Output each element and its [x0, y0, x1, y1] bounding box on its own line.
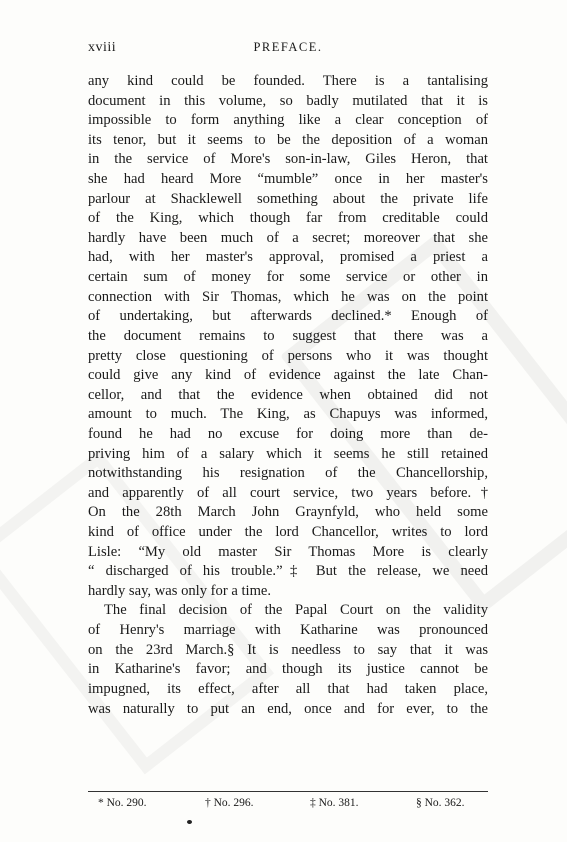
text-line: hardly have been much of a secret; moreover that she — [88, 229, 488, 246]
text-line: certain sum of money for some service or other in — [88, 269, 488, 286]
text-line: kind of office under the lord Chancellor, writes to lord — [88, 524, 488, 541]
paragraph-start-line: The final decision of the Papal Court on the validity — [104, 602, 488, 619]
text-line: cellor, and that the evidence when obtained did not — [88, 386, 488, 403]
footnotes — [88, 797, 488, 813]
footnote: † No. 296. — [205, 797, 254, 809]
text-line: “ discharged of his trouble.”‡ But the release, we need — [88, 563, 488, 580]
text-line: in Katharine's favor; and though its justice cannot be — [88, 661, 488, 678]
text-line: connection with Sir Thomas, which he was on the point — [88, 288, 488, 305]
text-line: hardly say, was only for a time. — [88, 582, 272, 599]
text-line: Lisle: “My old master Sir Thomas More is clearly — [88, 543, 488, 560]
text-line: notwithstanding his resignation of the Chancellorship, — [88, 465, 488, 482]
text-line: parlour at Shacklewell something about the private life — [88, 190, 488, 207]
text-line: and apparently of all court service, two years before.† — [88, 484, 488, 501]
text-line: document in this volume, so badly mutilated that it is — [88, 92, 488, 109]
text-line: On the 28th March John Graynfyld, who held some — [88, 504, 488, 521]
text-line: found he had no excuse for doing more than de- — [88, 425, 488, 442]
text-line: was naturally to put an end, once and for ever, to the — [88, 700, 488, 717]
text-line: of Henry's marriage with Katharine was pronounced — [88, 622, 488, 639]
text-line: any kind could be founded. There is a tantalising — [88, 73, 488, 89]
text-line: pretty close questioning of persons who it was thought — [88, 347, 488, 364]
text-line: in the service of More's son-in-law, Giles Heron, that — [88, 151, 488, 168]
footnote: ‡ No. 381. — [310, 797, 359, 809]
text-line: on the 23rd March.§ It is needless to say that it was — [88, 641, 488, 658]
text-line: the document remains to suggest that there was a — [88, 327, 488, 344]
text-line: had, with her master's approval, promised a priest a — [88, 249, 488, 266]
text-line: could give any kind of evidence against the late Chan- — [88, 367, 488, 384]
text-line: she had heard More “mumble” once in her master's — [88, 171, 488, 188]
footnote: * No. 290. — [98, 797, 147, 809]
text-line: of undertaking, but afterwards declined.* Enough of — [88, 308, 488, 325]
text-line: amount to much. The King, as Chapuys was informed, — [88, 406, 488, 423]
footnote-rule — [88, 791, 488, 792]
text-line: its tenor, but it seems to be the deposition of a woman — [88, 131, 488, 148]
text-line: impossible to form anything like a clear conception of — [88, 112, 488, 129]
text-line: impugned, its effect, after all that had taken place, — [88, 680, 488, 697]
running-head: PREFACE. — [253, 40, 323, 54]
page-number: xviii — [88, 40, 117, 55]
ink-speck — [187, 820, 192, 824]
footnote: § No. 362. — [416, 797, 465, 809]
page-header — [88, 40, 488, 60]
text-line: priving him of a salary which it seems he still retained — [88, 445, 488, 462]
body-text — [88, 72, 488, 719]
text-line: of the King, which though far from creditable could — [88, 210, 488, 227]
